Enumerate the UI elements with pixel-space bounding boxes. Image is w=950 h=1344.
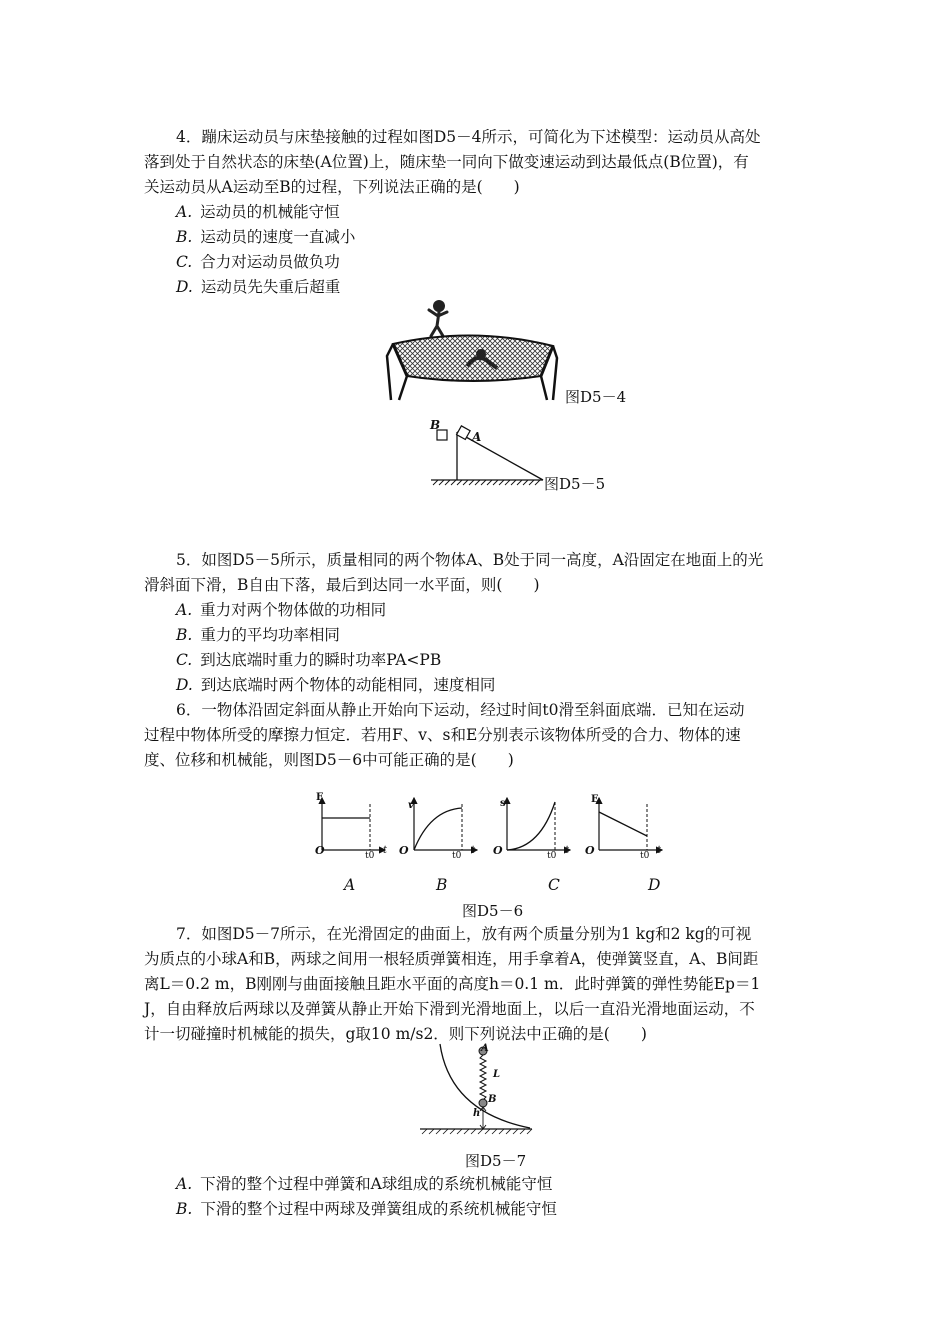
graph-c-curve bbox=[507, 802, 555, 850]
graphs-d5-6 bbox=[310, 790, 670, 865]
incline-label-b: B bbox=[430, 418, 441, 432]
graph-c bbox=[507, 798, 570, 850]
fig7-label-a: A bbox=[481, 1043, 489, 1054]
graph-c-xlabel: t bbox=[565, 845, 570, 856]
q4-line-3: 关运动员从A运动至B的过程，下列说法正确的是( ) bbox=[144, 178, 520, 196]
q4-option-d: D. 运动员先失重后超重 bbox=[176, 278, 341, 296]
q4-line-2: 落到处于自然状态的床垫(A位置)上，随床垫一同向下做变速运动到达最低点(B位置)，有 bbox=[144, 153, 749, 171]
incline-label-a: A bbox=[472, 430, 482, 444]
fig7-label-b: B bbox=[488, 1094, 497, 1105]
incline-figure bbox=[425, 418, 545, 490]
block-a bbox=[457, 426, 471, 440]
graph-d-xlabel: t bbox=[657, 845, 662, 856]
q5-option-b: B. 重力的平均功率相同 bbox=[176, 626, 340, 644]
graph-a bbox=[322, 798, 385, 850]
fig7-label-l: L bbox=[493, 1069, 501, 1080]
fig7-label-h: h bbox=[473, 1108, 481, 1119]
q6-line-1: 6．一物体沿固定斜面从静止开始向下运动，经过时间t0滑至斜面底端．已知在运动 bbox=[176, 701, 745, 719]
q5-line-1: 5．如图D5－5所示，质量相同的两个物体A、B处于同一高度，A沿固定在地面上的光 bbox=[176, 551, 764, 569]
ball-b bbox=[479, 1099, 487, 1107]
q7-line-3: 离L＝0.2 m，B刚刚与曲面接触且距水平面的高度h＝0.1 m．此时弹簧的弹性势能Ep＝1 bbox=[144, 975, 761, 993]
graph-a-t0: t0 bbox=[365, 851, 375, 861]
graph-b-curve bbox=[414, 808, 462, 850]
graph-b bbox=[414, 798, 477, 850]
q7-line-4: J，自由释放后两球以及弹簧从静止开始下滑到光滑地面上，以后一直沿光滑地面运动，不 bbox=[144, 1000, 755, 1018]
q4-line-1: 4．蹦床运动员与床垫接触的过程如图D5－4所示，可简化为下述模型：运动员从高处 bbox=[176, 128, 761, 146]
q4-option-b: B. 运动员的速度一直减小 bbox=[176, 228, 356, 246]
graph-c-name: C bbox=[548, 876, 560, 894]
figure-caption-d5-5: 图D5－5 bbox=[544, 475, 606, 493]
q6-line-3: 度、位移和机械能，则图D5－6中可能正确的是( ) bbox=[144, 751, 514, 769]
graph-b-t0: t0 bbox=[452, 851, 462, 861]
graph-b-xlabel: t bbox=[471, 845, 476, 856]
graph-b-origin: O bbox=[399, 844, 409, 857]
figure-caption-d5-4: 图D5－4 bbox=[565, 388, 627, 406]
graph-a-ylabel: F bbox=[316, 792, 324, 803]
figure-caption-d5-7: 图D5－7 bbox=[465, 1152, 527, 1170]
graph-a-origin: O bbox=[315, 844, 325, 857]
q7-line-1: 7．如图D5－7所示，在光滑固定的曲面上，放有两个质量分别为1 kg和2 kg的可视 bbox=[176, 925, 752, 943]
graph-d-name: D bbox=[648, 876, 661, 894]
graph-b-name: B bbox=[436, 876, 448, 894]
spring bbox=[480, 1055, 486, 1100]
jumper-icon bbox=[429, 300, 447, 336]
graph-a-name: A bbox=[344, 876, 356, 894]
figure-caption-d5-6: 图D5－6 bbox=[462, 902, 524, 920]
graph-c-origin: O bbox=[493, 844, 503, 857]
q7-option-a: A. 下滑的整个过程中弹簧和A球组成的系统机械能守恒 bbox=[176, 1175, 553, 1193]
q5-option-c: C. 到达底端时重力的瞬时功率PA<PB bbox=[176, 651, 442, 669]
graph-d-curve bbox=[599, 812, 647, 836]
graph-d-origin: O bbox=[585, 844, 595, 857]
q7-line-2: 为质点的小球A和B，两球之间用一根轻质弹簧相连，用手拿着A，使弹簧竖直，A、B间距 bbox=[144, 950, 759, 968]
q7-option-b: B. 下滑的整个过程中两球及弹簧组成的系统机械能守恒 bbox=[176, 1200, 557, 1218]
q6-line-2: 过程中物体所受的摩擦力恒定．若用F、v、s和E分别表示该物体所受的合力、物体的速 bbox=[144, 726, 741, 744]
graph-a-xlabel: t bbox=[383, 845, 388, 856]
graph-b-ylabel: v bbox=[408, 800, 414, 811]
q4-option-a: A. 运动员的机械能守恒 bbox=[176, 203, 340, 221]
graph-c-t0: t0 bbox=[547, 851, 557, 861]
q7-line-5: 计一切碰撞时机械能的损失，g取10 m/s2．则下列说法中正确的是( ) bbox=[144, 1025, 647, 1043]
q4-option-c: C. 合力对运动员做负功 bbox=[176, 253, 340, 271]
q5-line-2: 滑斜面下滑，B自由下落，最后到达同一水平面，则( ) bbox=[144, 576, 540, 594]
graph-d-ylabel: E bbox=[591, 794, 599, 805]
q5-option-d: D. 到达底端时两个物体的动能相同，速度相同 bbox=[176, 676, 496, 694]
q5-option-a: A. 重力对两个物体做的功相同 bbox=[176, 601, 387, 619]
graph-c-ylabel: s bbox=[500, 798, 506, 809]
graph-d-t0: t0 bbox=[640, 851, 650, 861]
graph-d bbox=[599, 798, 662, 850]
curved-surface-figure bbox=[420, 1042, 535, 1137]
trampoline-figure bbox=[385, 296, 560, 404]
